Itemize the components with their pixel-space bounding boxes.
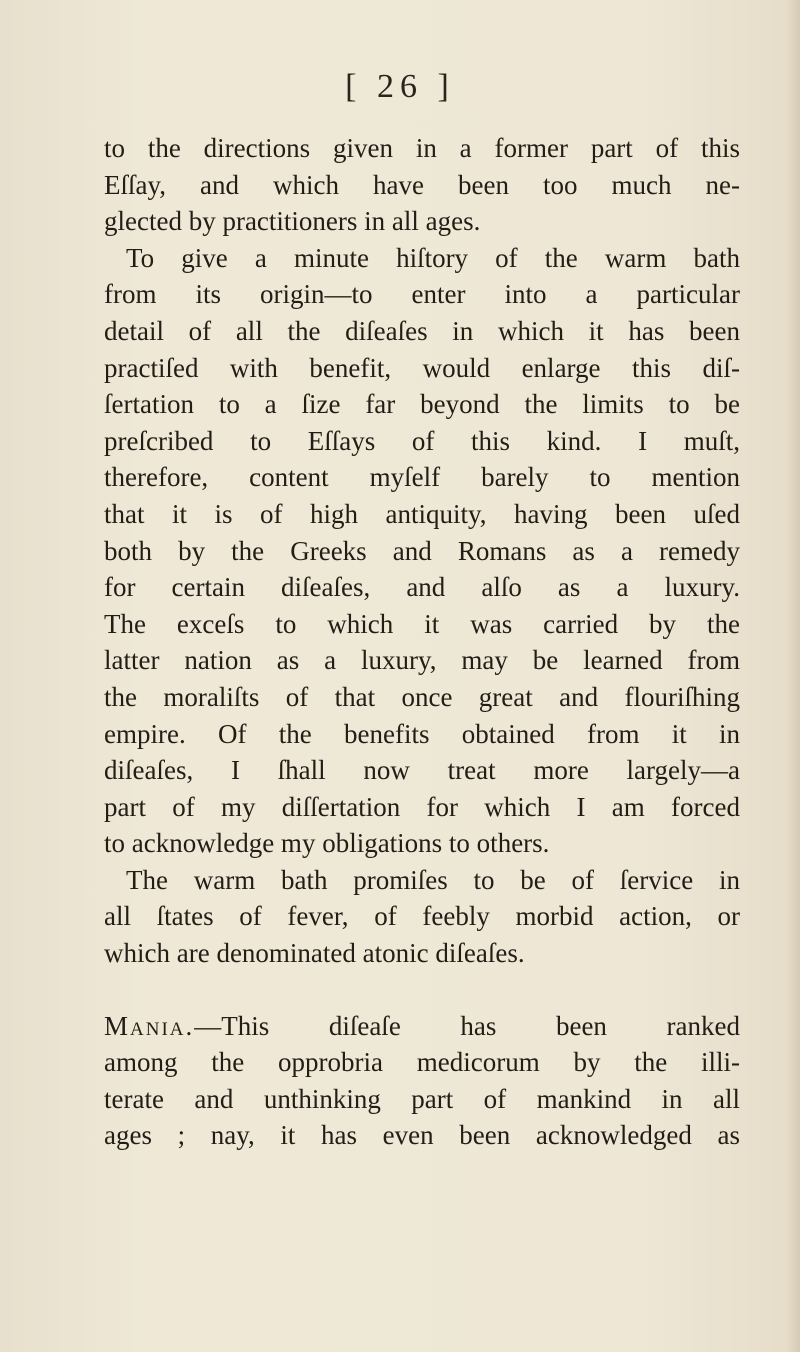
text-line: from its origin—to enter into a particular	[104, 279, 740, 310]
paragraph-fever	[104, 862, 740, 972]
page-body	[104, 130, 740, 1154]
text-line: ages ; nay, it has even been acknowledged as	[104, 1120, 740, 1151]
text-line: The exceſs to which it was carried by the	[104, 608, 740, 639]
text-line: to acknowledge my obligations to others.	[104, 828, 550, 859]
text-line: to the directions given in a former part of this	[104, 133, 740, 163]
text-line: glected by practitioners in all ages.	[104, 206, 481, 237]
text-line: diſeaſes, I ſhall now treat more largely—a	[104, 755, 740, 786]
text-line: preſcribed to Eſſays of this kind. I muſt,	[104, 425, 740, 456]
text-line: therefore, content myſelf barely to mention	[104, 462, 740, 493]
page-edge-shadow	[786, 0, 800, 1352]
paragraph-mania	[104, 1008, 740, 1154]
text-line: among the opprobria medicorum by the illi-	[104, 1047, 740, 1078]
text-line: the moraliſts of that once great and flouriſhing	[104, 681, 740, 712]
text-line: terate and unthinking part of mankind in all	[104, 1083, 740, 1114]
text-line: The warm bath promiſes to be of ſervice in	[126, 864, 740, 895]
text-line: that it is of high antiquity, having been uſed	[104, 498, 740, 529]
text-line	[104, 1008, 740, 1045]
text-line: ſertation to a ſize far beyond the limits to be	[104, 389, 740, 420]
text-line: which are denominated atonic diſeaſes.	[104, 938, 525, 969]
paragraph-gap	[104, 972, 740, 1008]
paragraph-directions	[104, 130, 740, 240]
paragraph-history	[104, 240, 740, 862]
text-line: both by the Greeks and Romans as a remedy	[104, 535, 740, 566]
text-line-rest: —This diſeaſe has been ranked	[194, 1010, 740, 1041]
text-line: all ſtates of fever, of feebly morbid action, or	[104, 901, 740, 932]
text-line: practiſed with benefit, would enlarge this diſ-	[104, 352, 740, 383]
text-line: part of my diſſertation for which I am forced	[104, 791, 740, 822]
text-line: To give a minute hiſtory of the warm bath	[126, 242, 740, 273]
text-line: for certain diſeaſes, and alſo as a luxury.	[104, 572, 740, 603]
text-line: empire. Of the benefits obtained from it in	[104, 718, 740, 749]
text-line: Eſſay, and which have been too much ne-	[104, 169, 740, 200]
text-line: detail of all the diſeaſes in which it has been	[104, 315, 740, 346]
text-line: latter nation as a luxury, may be learned from	[104, 645, 740, 676]
section-lead-mania: Mania.	[104, 1010, 195, 1041]
page-number: [ 26 ]	[345, 68, 455, 105]
